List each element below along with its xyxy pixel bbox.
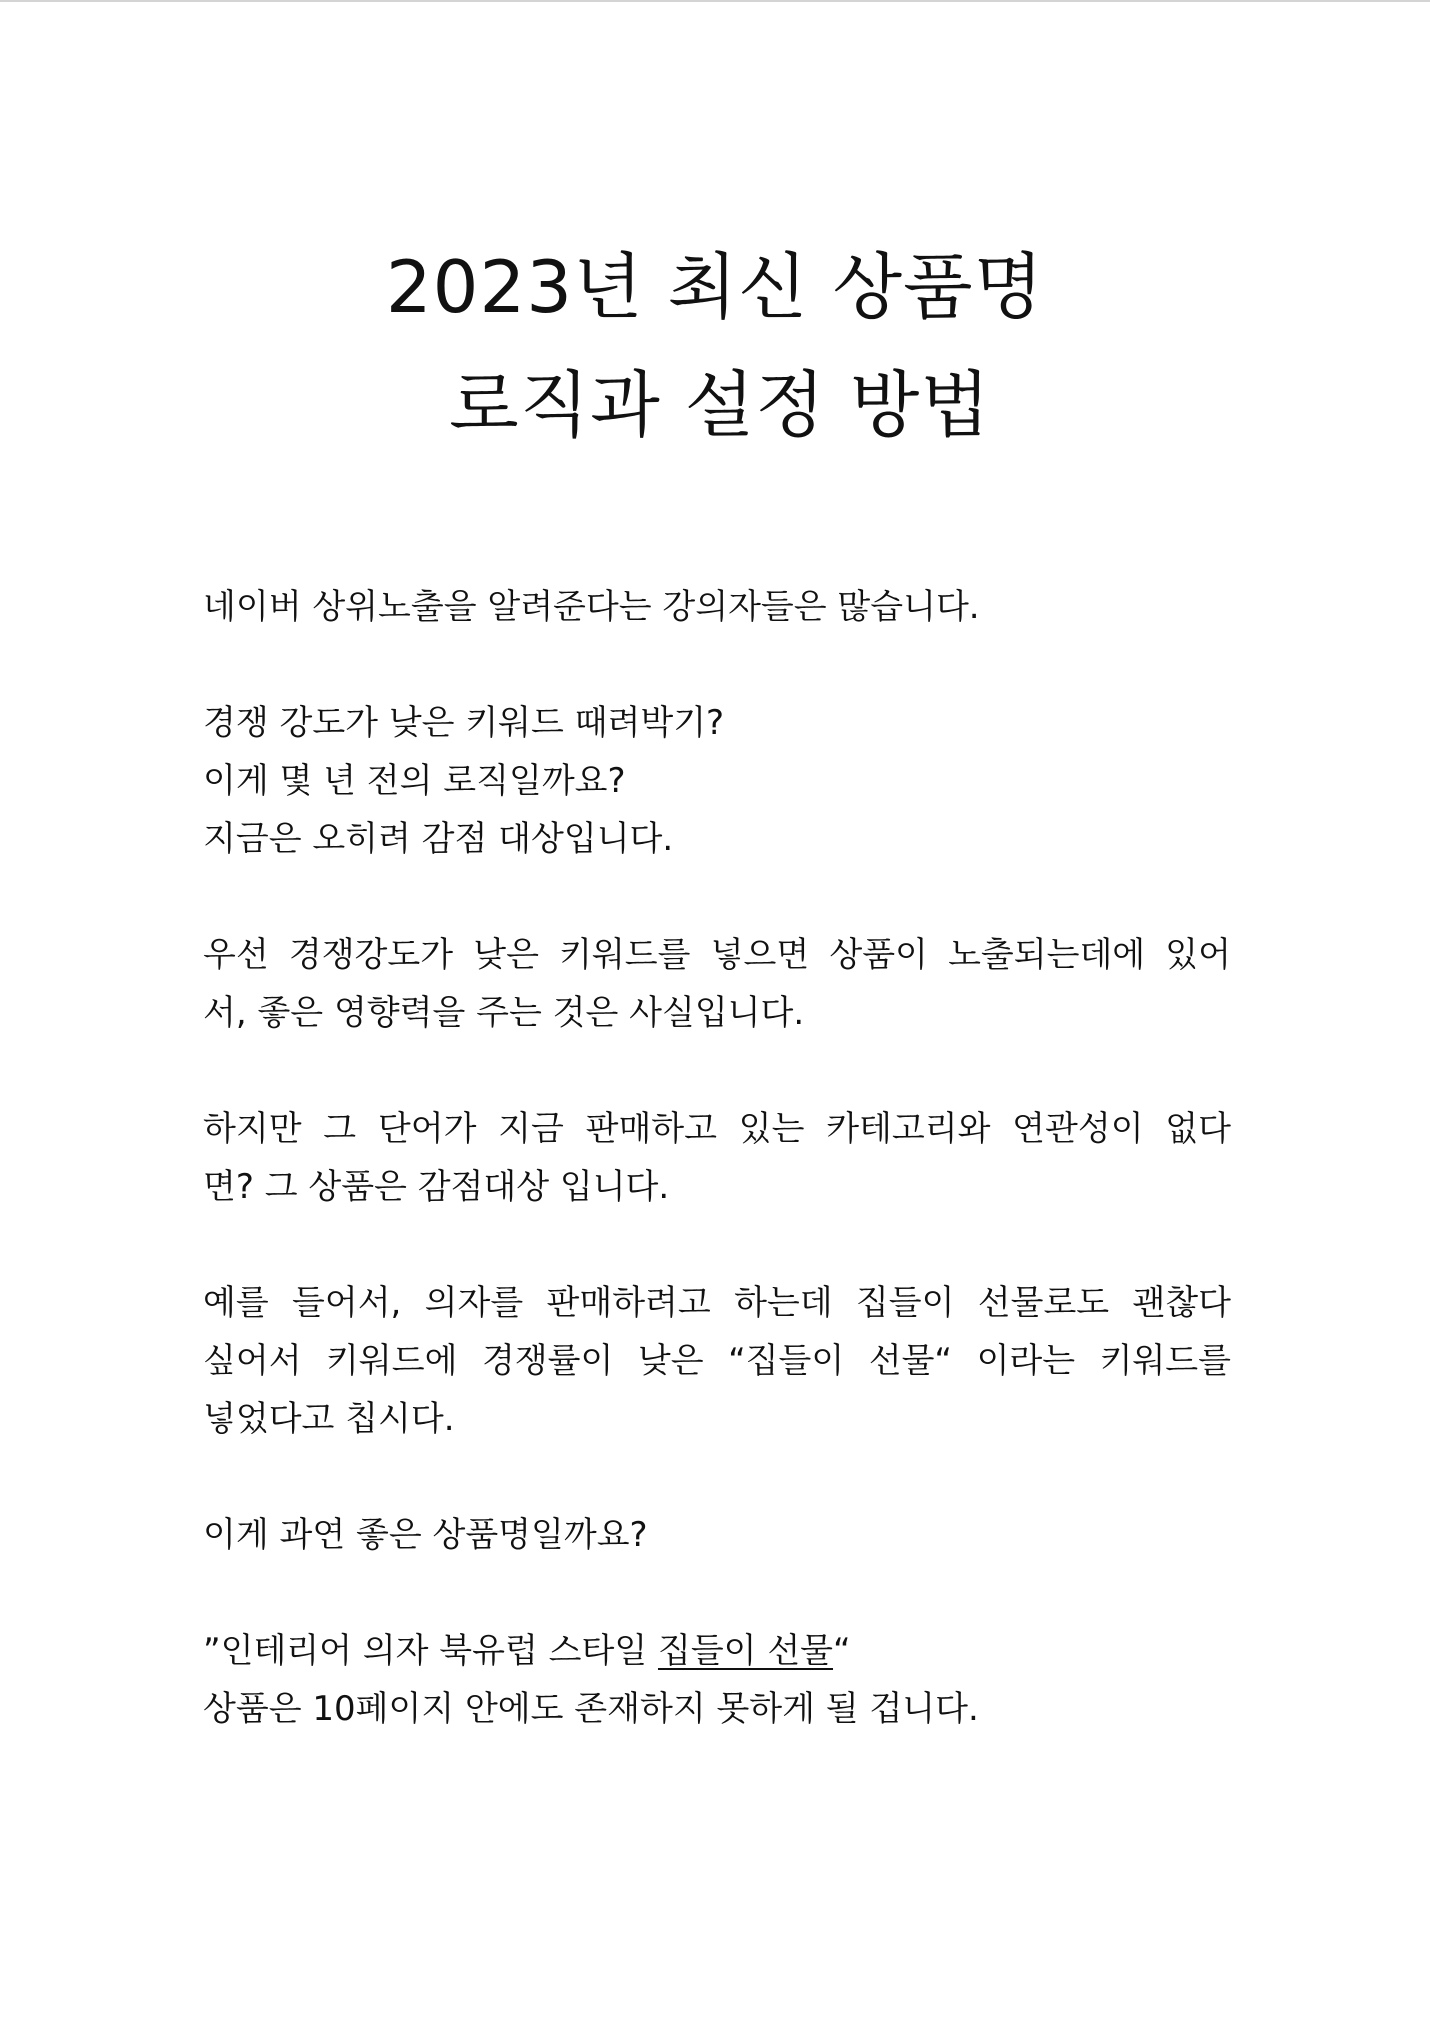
paragraph-5 [203,1274,1231,1448]
paragraph-line: 경쟁 강도가 낮은 키워드 때려박기? [203,703,725,743]
paragraph-line: 이게 몇 년 전의 로직일까요? [203,761,626,801]
paragraph-line: 지금은 오히려 감점 대상입니다. [203,819,674,859]
title-line-1: 2023년 최신 상품명 [385,245,1045,329]
paragraph-line: 서, 좋은 영향력을 주는 것은 사실입니다. [203,993,805,1033]
document-body [203,578,1231,1796]
title-line-2: 로직과 설정 방법 [449,363,991,447]
paragraph-2 [203,694,1231,868]
underlined-keyword: 집들이 선물 [657,1631,834,1671]
quote-prefix-text: ”인테리어 의자 북유럽 스타일 [203,1631,658,1671]
page-top-border [0,0,1430,2]
paragraph-6 [203,1506,1231,1564]
paragraph-1 [203,578,1231,636]
paragraph-line: 싶어서 키워드에 경쟁률이 낮은 “집들이 선물“ 이라는 키워드를 [203,1341,1231,1381]
paragraph-line: 이게 과연 좋은 상품명일까요? [203,1515,648,1555]
paragraph-line: 네이버 상위노출을 알려준다는 강의자들은 많습니다. [203,587,980,627]
document-title [0,228,1430,464]
paragraph-line: 면? 그 상품은 감점대상 입니다. [203,1167,670,1207]
paragraph-line: 넣었다고 칩시다. [203,1399,455,1439]
paragraph-4 [203,1100,1231,1216]
paragraph-line: 상품은 10페이지 안에도 존재하지 못하게 될 겁니다. [203,1689,979,1729]
paragraph-line-quote [203,1622,1231,1680]
paragraph-3 [203,926,1231,1042]
paragraph-line: 예를 들어서, 의자를 판매하려고 하는데 집들이 선물로도 괜찮다 [203,1283,1231,1323]
paragraph-7 [203,1622,1231,1738]
paragraph-line: 하지만 그 단어가 지금 판매하고 있는 카테고리와 연관성이 없다 [203,1109,1231,1149]
quote-suffix-text: “ [833,1631,851,1671]
paragraph-line: 우선 경쟁강도가 낮은 키워드를 넣으면 상품이 노출되는데에 있어 [203,935,1231,975]
